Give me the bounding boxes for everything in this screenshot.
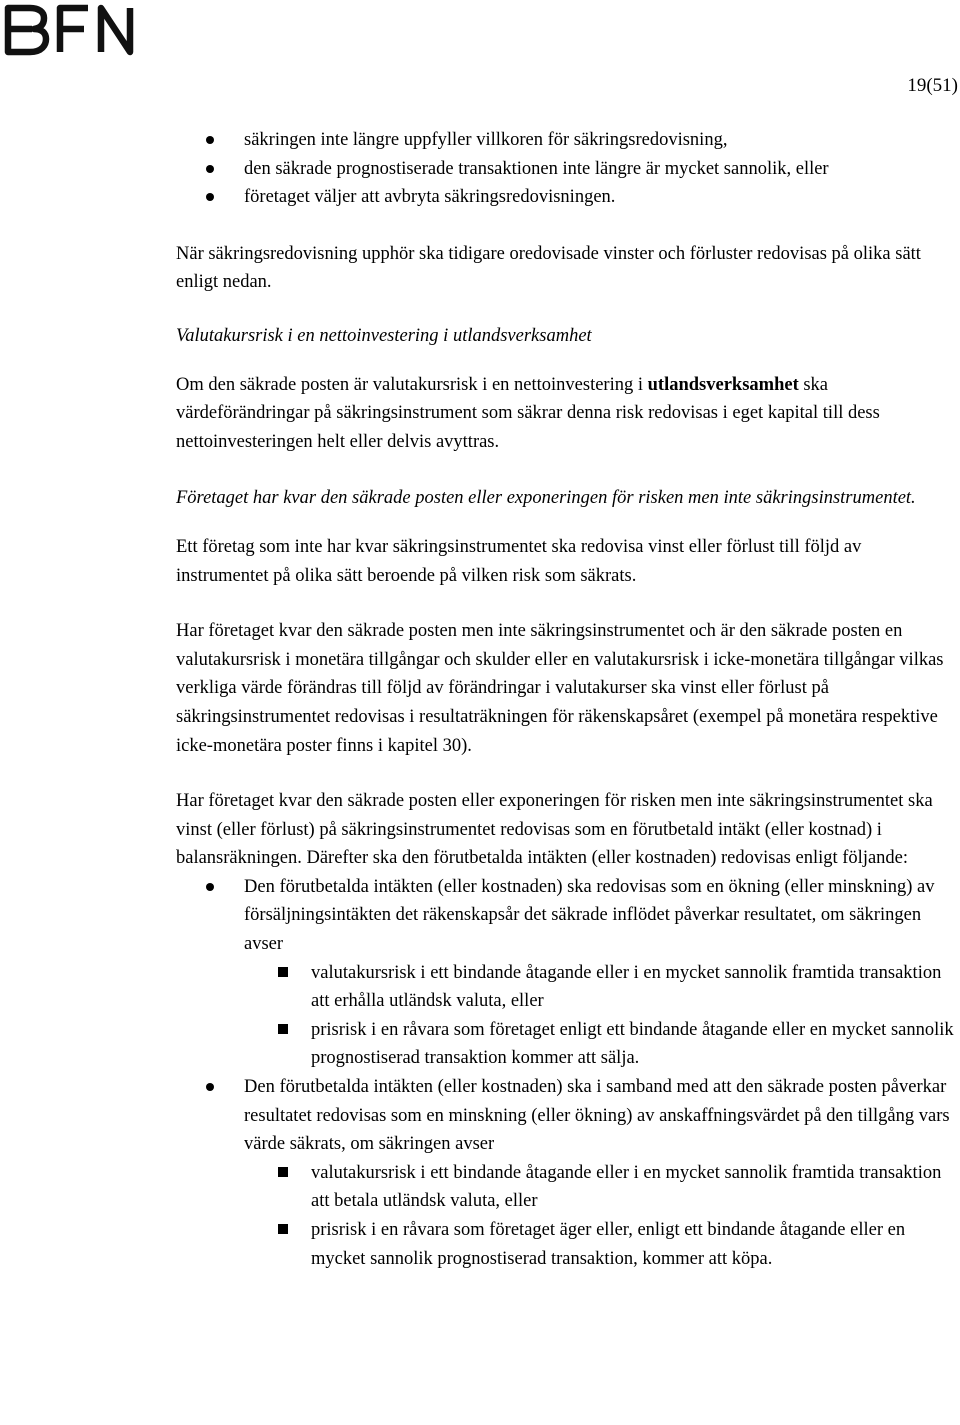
sub-list-item: valutakursrisk i ett bindande åtagande eller i en mycket sannolik framtida transaktion att erhålla utländsk valuta, eller bbox=[174, 959, 958, 1016]
list-item-text: Den förutbetalda intäkten (eller kostnaden) ska i samband med att den säkrade posten påverkar resultatet redovisas som en minskning (eller ökning) av anskaffningsvärdet på den tillgång vars värde säkrats, om säkringen avser bbox=[244, 1077, 950, 1155]
list-item-text: Den förutbetalda intäkten (eller kostnaden) ska redovisas som en ökning (eller minskning) av försäljningsintäkten det räkenskapsår det säkrade inflödet påverkar resultatet, om säkringen avser bbox=[244, 876, 935, 955]
bfn-logo bbox=[2, 4, 138, 56]
paragraph bbox=[176, 371, 958, 457]
list-item: säkringen inte längre uppfyller villkoren för säkringsredovisning, bbox=[174, 126, 958, 155]
paragraph: Har företaget kvar den säkrade posten eller exponeringen för risken men inte säkringsinstrumentet ska vinst (eller förlust) på säkringsinstrumentet redovisas som en förutbetald intäkt (eller kostnad) i balansräkningen. Därefter ska den förutbetalda intäkten (eller kostnaden) redovisas enligt följande: bbox=[176, 791, 933, 869]
document-body bbox=[176, 126, 958, 1273]
sub-list-item: valutakursrisk i ett bindande åtagande eller i en mycket sannolik framtida transaktion att betala utländsk valuta, eller bbox=[174, 1159, 958, 1216]
paragraph: När säkringsredovisning upphör ska tidigare oredovisade vinster och förluster redovisas på olika sätt enligt nedan. bbox=[176, 243, 921, 293]
section-heading: Valutakursrisk i en nettoinvestering i utlandsverksamhet bbox=[176, 325, 592, 346]
sub-list bbox=[244, 959, 958, 1073]
paragraph: Ett företag som inte har kvar säkringsinstrumentet ska redovisa vinst eller förlust till följd av instrumentet på olika sätt beroende på vilken risk som säkrats. bbox=[176, 536, 862, 586]
list-item bbox=[174, 873, 958, 1073]
list-item: företaget väljer att avbryta säkringsredovisningen. bbox=[174, 183, 958, 212]
sub-list-item: prisrisk i en råvara som företaget enligt ett bindande åtagande eller en mycket sannolik prognostiserad transaktion kommer att sälja. bbox=[174, 1016, 958, 1073]
list-item bbox=[174, 1073, 958, 1273]
sub-list bbox=[244, 1159, 958, 1273]
section-heading: Företaget har kvar den säkrade posten eller exponeringen för risken men inte säkringsinstrumentet. bbox=[176, 488, 916, 509]
text-span: ska värdeförändringar på säkringsinstrument som säkrar denna risk redovisas i eget kapital till dess nettoinvesteringen helt eller delvis avyttras. bbox=[176, 374, 880, 452]
list-item: den säkrade prognostiserade transaktionen inte längre är mycket sannolik, eller bbox=[174, 155, 958, 184]
treatment-bullet-list bbox=[176, 873, 958, 1273]
paragraph: Har företaget kvar den säkrade posten men inte säkringsinstrumentet och är den säkrade posten en valutakursrisk i monetära tillgångar och skulder eller en valutakursrisk i icke-monetära tillgångar vilkas verkliga värde förändras till följd av förändringar i valutakurser ska vinst eller förlust på säkringsinstrumentet redovisas i resultaträkningen för räkenskapsåret (exempel på monetära respektive icke-monetära poster finns i kapitel 30). bbox=[176, 621, 944, 756]
bold-term: utlandsverksamhet bbox=[647, 374, 799, 395]
page-number: 19(51) bbox=[907, 75, 958, 96]
sub-list-item: prisrisk i en råvara som företaget äger eller, enligt ett bindande åtagande eller en mycket sannolik prognostiserad transaktion, kommer att köpa. bbox=[174, 1216, 958, 1273]
text-span: Om den säkrade posten är valutakursrisk i en nettoinvestering i bbox=[176, 374, 648, 395]
intro-bullet-list bbox=[176, 126, 958, 212]
